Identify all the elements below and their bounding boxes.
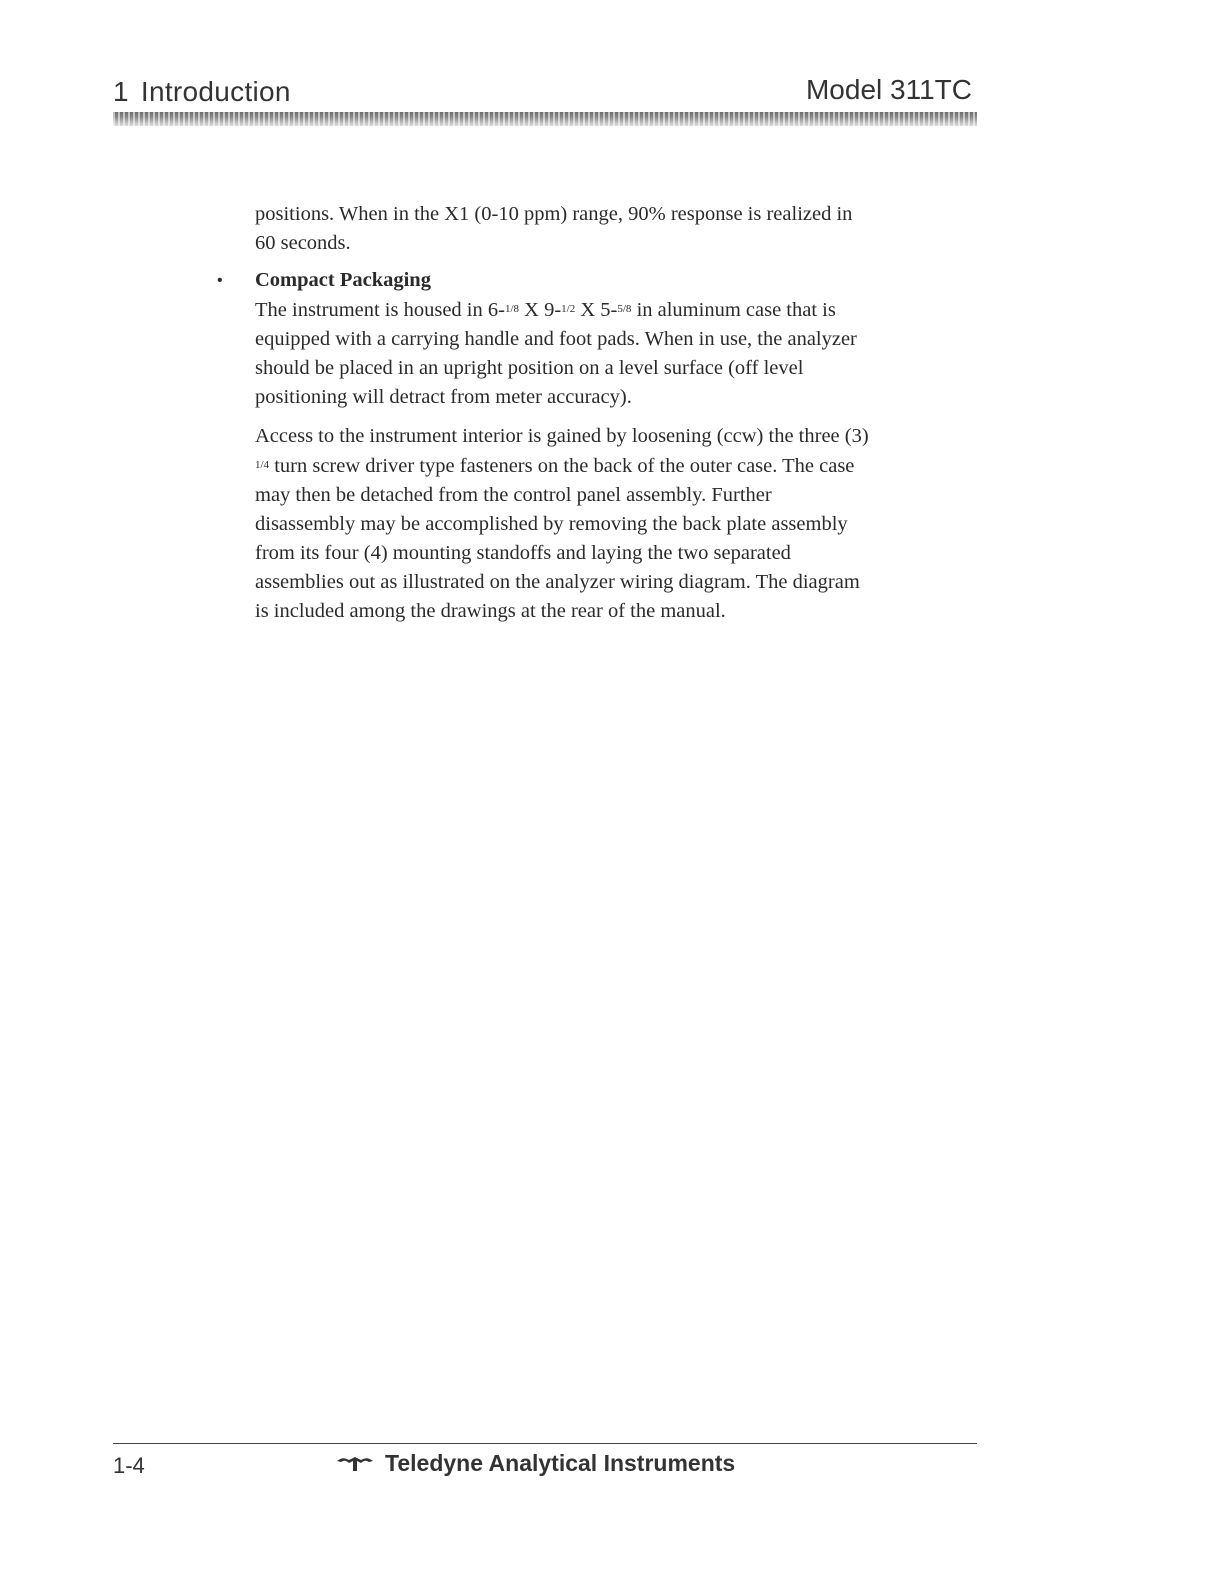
text-run: X 9- [519,299,562,321]
fraction: 1/8 [504,303,520,315]
brand-name: Teledyne Analytical Instruments [385,1450,736,1476]
chapter-title: Introduction [140,76,291,107]
text-run: X 5- [575,299,618,321]
chapter-number: 1 [113,76,129,107]
fraction: 5/8 [617,303,632,315]
footer-brand [335,1450,735,1479]
text-run: The instrument is housed in 6- [255,299,505,321]
model-name: Model 311TC [805,74,972,105]
access-paragraph [255,422,875,626]
footer-rule [113,1443,977,1444]
bullet-title: Compact Packaging [255,269,431,291]
continuation-paragraph: positions. When in the X1 (0-10 ppm) range, 90% response is realized in 60 seconds. [255,203,853,254]
fraction: 1/2 [561,303,576,315]
bullet-paragraph [255,295,875,412]
header-rule [113,112,977,126]
chapter-heading [113,76,291,108]
page-number: 1-4 [113,1453,145,1478]
text-run: turn screw driver type fasteners on the back of the outer case. The case may then be detached from the control panel assembly. Further disassembly may be accomplished by removing the back plate assembly from its four (4) mounting standoffs and laying the two separated assemblies out as illustrated on the analyzer wiring diagram. The diagram is included among the drawings at the rear of the manual. [255,455,860,622]
bullet-item-compact-packaging [217,266,875,412]
bullet-icon: • [217,272,223,289]
fraction: 1/4 [255,459,270,471]
teledyne-logo-icon [335,1452,375,1479]
text-run: Access to the instrument interior is gained by loosening (ccw) the three (3) [255,425,869,447]
text-run: in aluminum case that is equipped with a carrying handle and foot pads. When in use, the analyzer should be placed in an upright position on a level surface (off level positioning will detract from meter accuracy). [255,299,857,408]
page-body [217,200,875,626]
